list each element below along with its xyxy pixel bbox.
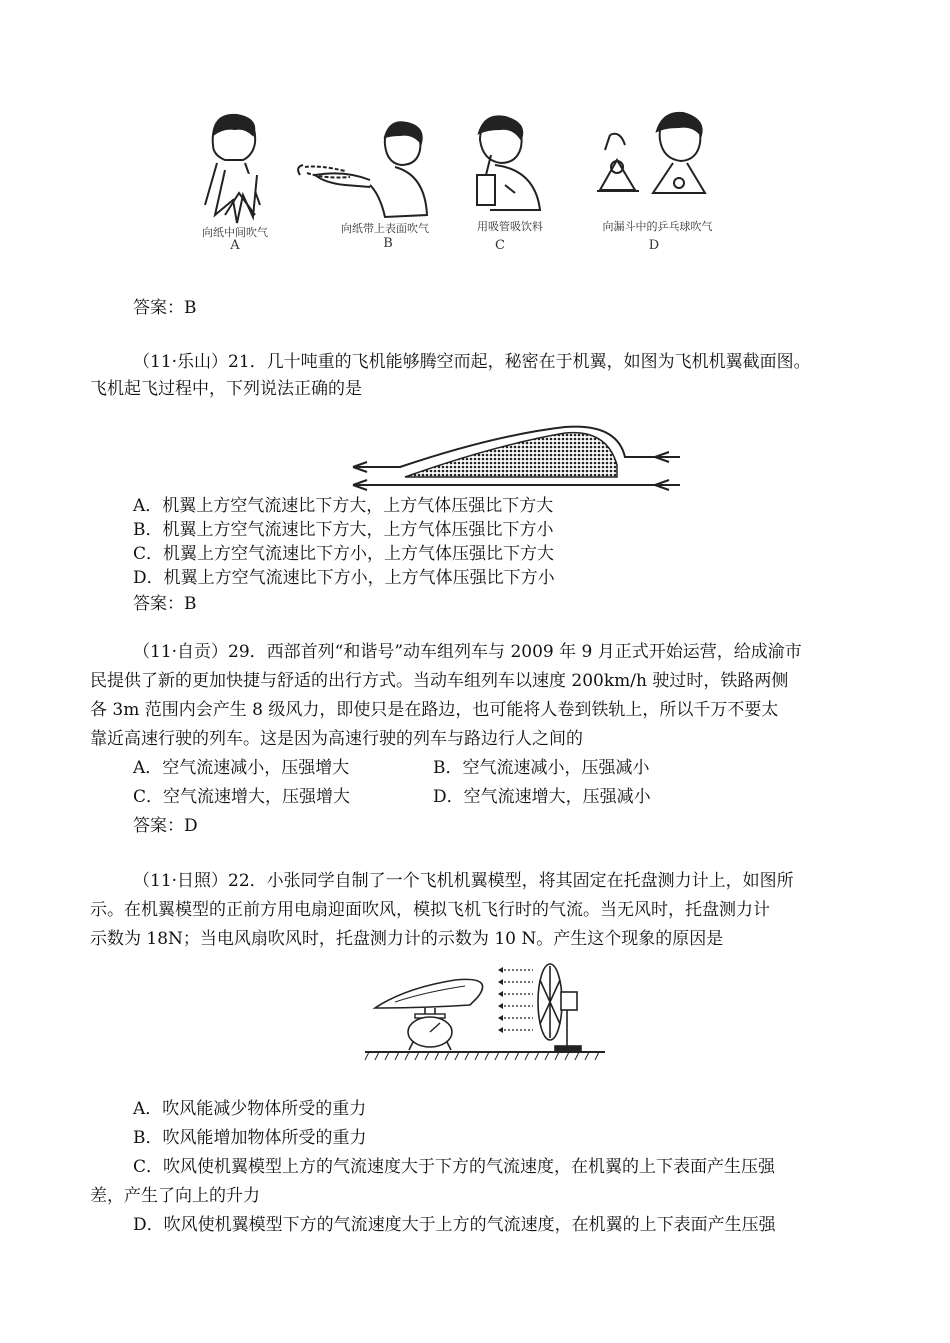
figure-caption-c: 用吸管吸饮料 xyxy=(477,220,543,233)
figure-letter-d: D xyxy=(648,238,660,253)
q22-stem-line2: 示。在机翼模型的正前方用电扇迎面吹风，模拟飞机飞行时的气流。当无风时，托盘测力计 xyxy=(90,900,770,920)
q29-stem-line3: 各 3m 范围内会产生 8 级风力，即使只是在路边，也可能将人卷到铁轨上，所以千万不要太 xyxy=(90,700,779,720)
q21-option-d: D．机翼上方空气流速比下方小，上方气体压强比下方小 xyxy=(133,568,555,588)
q21-option-c: C．机翼上方空气流速比下方小，上方气体压强比下方大 xyxy=(133,544,555,564)
wing-model-fan-diagram xyxy=(365,960,605,1065)
q29-stem-line2: 民提供了新的更加快捷与舒适的出行方式。当动车组列车以速度 200km/h 驶过时，铁路两侧 xyxy=(90,671,789,691)
figure-d-funnel-pingpong xyxy=(597,113,705,193)
figure-caption-a: 向纸中间吹气 xyxy=(202,226,268,239)
figure-letter-a: A xyxy=(230,238,240,253)
q22-option-c-line2: 差，产生了向上的升力 xyxy=(90,1186,260,1206)
q22-option-b: B．吹风能增加物体所受的重力 xyxy=(133,1128,367,1148)
figure-caption-d: 向漏斗中的乒乓球吹气 xyxy=(602,220,713,233)
q29-stem-line1: （11·自贡）29．西部首列“和谐号”动车组列车与 2009 年 9 月正式开始运营，给成渝市 xyxy=(133,642,802,662)
q22-option-c-line1: C．吹风使机翼模型上方的气流速度大于下方的气流速度，在机翼的上下表面产生压强 xyxy=(133,1157,776,1177)
q21-option-b: B．机翼上方空气流速比下方大，上方气体压强比下方小 xyxy=(133,520,554,540)
q22-option-d-line1: D．吹风使机翼模型下方的气流速度大于上方的气流速度，在机翼的上下表面产生压强 xyxy=(133,1215,776,1235)
q22-stem-line3: 示数为 18N；当电风扇吹风时，托盘测力计的示数为 10 N。产生这个现象的原因是 xyxy=(90,929,724,949)
q29-option-a: A．空气流速减小，压强增大 xyxy=(133,758,350,778)
figure-letter-b: B xyxy=(383,236,393,251)
q21-answer: 答案：B xyxy=(133,594,197,614)
q21-stem-line2: 飞机起飞过程中，下列说法正确的是 xyxy=(90,379,362,399)
figure-b-person-blowing-strip xyxy=(298,122,427,217)
wing-model xyxy=(375,979,483,1008)
q29-option-d: D．空气流速增大，压强减小 xyxy=(433,787,651,807)
airflow-arrows xyxy=(500,970,533,1030)
q29-option-b: B．空气流速减小，压强减小 xyxy=(433,758,650,778)
q29-stem-line4: 靠近高速行驶的列车。这是因为高速行驶的列车与路边行人之间的 xyxy=(90,729,583,749)
wing-cross-section-diagram xyxy=(345,425,685,495)
figure-a-person-blowing-paper xyxy=(205,115,260,223)
q29-answer: 答案：D xyxy=(133,816,198,836)
q22-stem-line1: （11·日照）22．小张同学自制了一个飞机机翼模型，将其固定在托盘测力计上，如图所 xyxy=(133,871,794,891)
q20-answer: 答案：B xyxy=(133,298,197,318)
figure-letter-c: C xyxy=(495,238,505,253)
q22-option-a: A．吹风能减少物体所受的重力 xyxy=(133,1099,367,1119)
q21-option-a: A．机翼上方空气流速比下方大，上方气体压强比下方大 xyxy=(133,496,554,516)
q21-stem-line1: （11·乐山）21．几十吨重的飞机能够腾空而起，秘密在于机翼，如图为飞机机翼截面图。 xyxy=(133,352,811,372)
figure-caption-b: 向纸带上表面吹气 xyxy=(341,222,429,235)
figure-c-person-drinking xyxy=(477,116,540,210)
q29-option-c: C．空气流速增大，压强增大 xyxy=(133,787,351,807)
electric-fan xyxy=(538,964,581,1051)
